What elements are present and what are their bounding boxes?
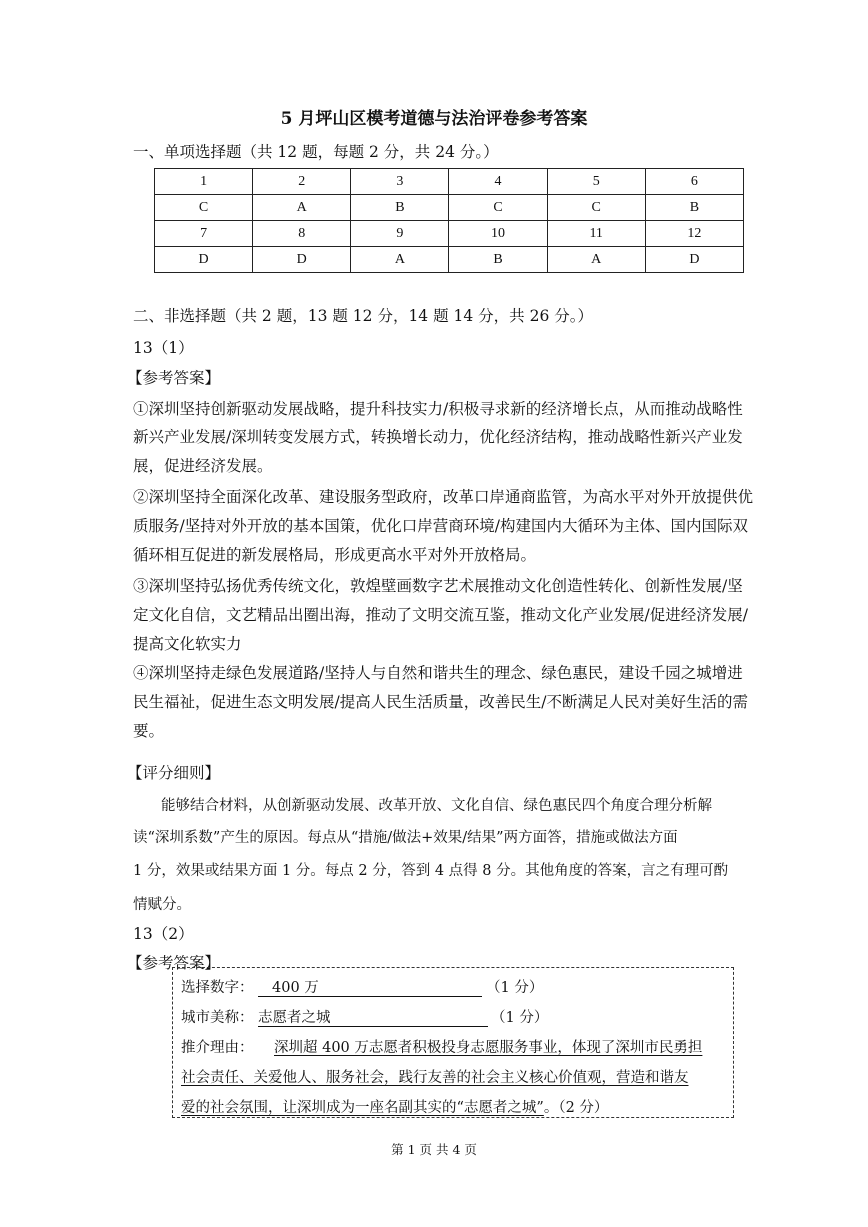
table-cell: 8 [253, 221, 351, 247]
answer-line: 循环相互促进的新发展格局，形成更高水平对外开放格局。 [133, 546, 537, 564]
table-cell: C [155, 195, 253, 221]
answer-line: 定文化自信，文艺精品出圈出海，推动了文明交流互鉴，推动文化产业发展/促进经济发展/ [133, 606, 748, 624]
table-cell: 6 [645, 169, 743, 195]
answer-heading: 【参考答案】 [127, 954, 221, 972]
rubric-line: 1 分，效果或结果方面 1 分。每点 2 分，答到 4 点得 8 分。其他角度的答案，言之有理可酌 [133, 863, 729, 879]
table-cell: 3 [351, 169, 449, 195]
answer-line: ①深圳坚持创新驱动发展战略，提升科技实力/积极寻求新的经济增长点，从而推动战略性 [133, 400, 743, 418]
rubric-line: 能够结合材料，从创新驱动发展、改革开放、文化自信、绿色惠民四个角度合理分析解 [161, 798, 712, 814]
table-row [155, 169, 744, 195]
table-cell: A [351, 247, 449, 273]
city-label: 城市美称： [181, 1010, 254, 1026]
table-row [155, 195, 744, 221]
table-cell: 7 [155, 221, 253, 247]
table-cell: D [645, 247, 743, 273]
table-cell: B [351, 195, 449, 221]
reason-line: 深圳超 400 万志愿者积极投身志愿服务事业，体现了深圳市民勇担 [274, 1040, 703, 1056]
question-label: 13（2） [133, 925, 194, 943]
reason-line: 社会责任、关爱他人、服务社会，践行友善的社会主义核心价值观，营造和谐友 [181, 1070, 689, 1086]
table-cell: 9 [351, 221, 449, 247]
table-cell: C [547, 195, 645, 221]
answer-line: 展，促进经济发展。 [133, 457, 273, 475]
table-cell: C [449, 195, 547, 221]
section2-heading: 二、非选择题（共 2 题，13 题 12 分，14 题 14 分，共 26 分。） [133, 307, 593, 325]
question-label: 13（1） [133, 339, 194, 357]
table-cell: D [253, 247, 351, 273]
table-row [155, 221, 744, 247]
city-blank [258, 1006, 488, 1027]
answer-line: 民生福祉，促进生态文明发展/提高人民生活质量，改善民生/不断满足人民对美好生活的需 [133, 693, 748, 711]
table-cell: 10 [449, 221, 547, 247]
answer-line: 要。 [133, 722, 165, 740]
table-cell: B [449, 247, 547, 273]
answer-line: ②深圳坚持全面深化改革、建设服务型政府，改革口岸通商监管，为高水平对外开放提供优 [133, 488, 754, 506]
table-cell: B [645, 195, 743, 221]
table-cell: A [547, 247, 645, 273]
answer-line: ③深圳坚持弘扬优秀传统文化，敦煌壁画数字艺术展推动文化创造性转化、创新性发展/坚 [133, 577, 743, 595]
table-cell: 2 [253, 169, 351, 195]
page-title: 5 月坪山区模考道德与法治评卷参考答案 [280, 109, 588, 129]
table-cell: D [155, 247, 253, 273]
reason-last-line [181, 1096, 608, 1117]
table-cell: 1 [155, 169, 253, 195]
number-label: 选择数字： [181, 980, 254, 996]
reason-score: 。（2 分） [543, 1100, 609, 1116]
table-cell: 5 [547, 169, 645, 195]
number-blank [258, 976, 482, 997]
table-row [155, 247, 744, 273]
table-cell: 11 [547, 221, 645, 247]
section1-heading: 一、单项选择题（共 12 题，每题 2 分，共 24 分。） [133, 143, 499, 161]
reason-line: 爱的社会氛围，让深圳成为一座名副其实的“志愿者之城” [181, 1100, 544, 1116]
rubric-heading: 【评分细则】 [127, 764, 221, 782]
number-value: 400 万 [272, 980, 319, 996]
answer-heading: 【参考答案】 [127, 369, 221, 387]
table-cell: 4 [449, 169, 547, 195]
table-cell: A [253, 195, 351, 221]
answer-line: ④深圳坚持走绿色发展道路/坚持人与自然和谐共生的理念、绿色惠民，建设千园之城增进 [133, 664, 743, 682]
rubric-line: 读“深圳系数”产生的原因。每点从“措施/做法+效果/结果”两方面答，措施或做法方面 [133, 830, 678, 846]
answer-line: 新兴产业发展/深圳转变发展方式，转换增长动力，优化经济结构，推动战略性新兴产业发 [133, 428, 743, 446]
table-cell: 12 [645, 221, 743, 247]
answer-line: 质服务/坚持对外开放的基本国策，优化口岸营商环境/构建国内大循环为主体、国内国际双 [133, 517, 748, 535]
page-footer: 第 1 页 共 4 页 [391, 1142, 477, 1157]
reason-label: 推介理由： [181, 1040, 254, 1056]
rubric-line: 情赋分。 [133, 897, 191, 913]
number-score: （1 分） [486, 980, 544, 996]
city-score: （1 分） [491, 1010, 549, 1026]
answer-table [154, 168, 744, 273]
city-value: 志愿者之城 [258, 1010, 331, 1026]
answer-line: 提高文化软实力 [133, 635, 242, 653]
